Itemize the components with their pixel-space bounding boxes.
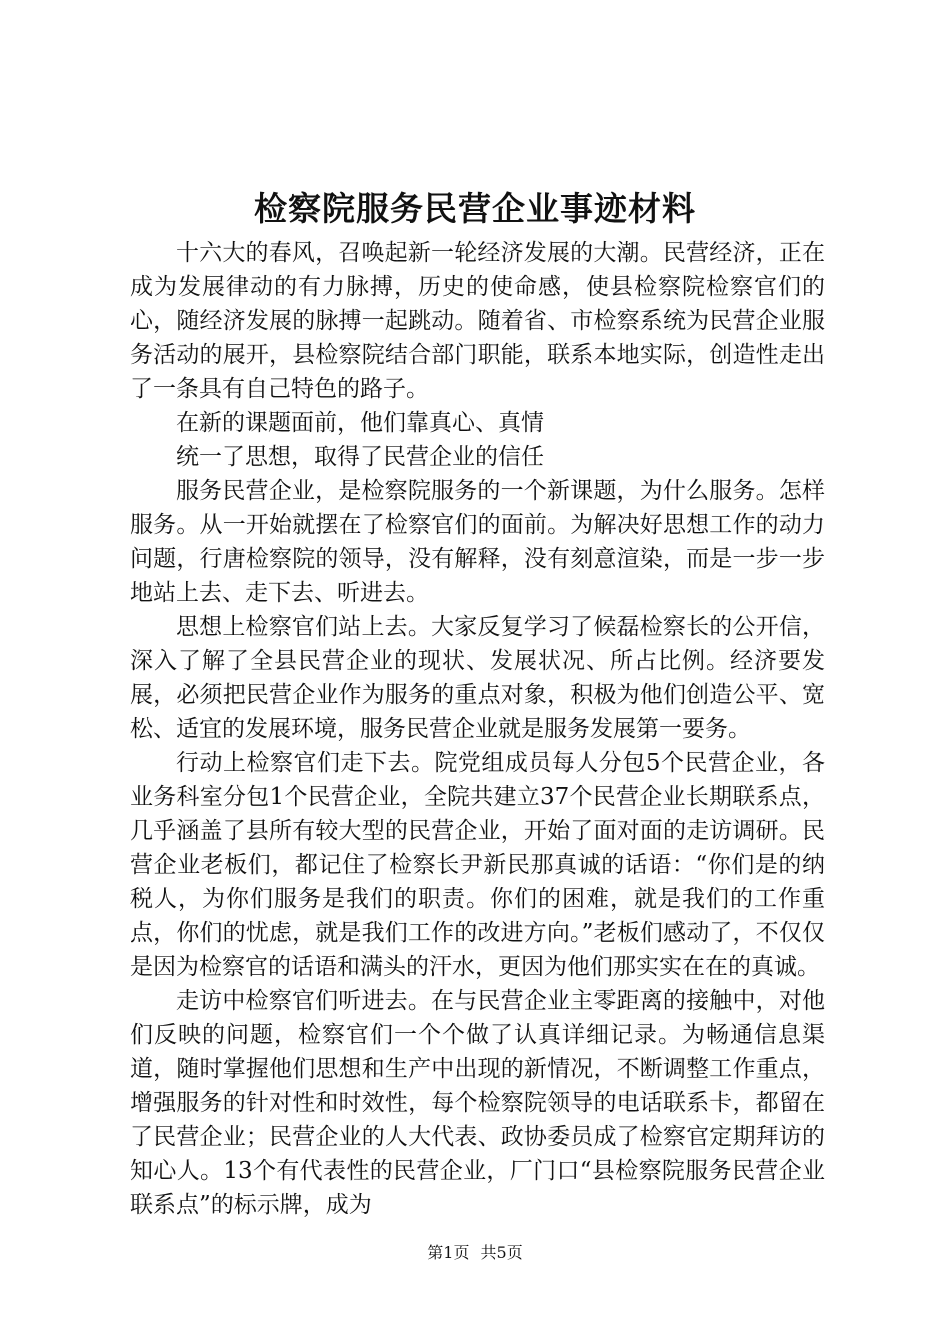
paragraph: 服务民营企业，是检察院服务的一个新课题，为什么服务。怎样服务。从一开始就摆在了检察官们的面前。为解决好思想工作的动力问题，行唐检察院的领导，没有解释，没有刻意渲染，而是一步一步地站上去、走下去、听进去。 [130,478,825,606]
page-footer [0,1242,950,1264]
page-total: 共5页 [480,1243,523,1262]
document-body [130,236,825,1222]
paragraph: 行动上检察官们走下去。院党组成员每人分包5个民营企业，各业务科室分包1个民营企业，全院共建立37个民营企业长期联系点，几乎涵盖了县所有较大型的民营企业，开始了面对面的走访调研。民营企业老板们，都记住了检察长尹新民那真诚的话语：“你们是的纳税人，为你们服务是我们的职责。你们的困难，就是我们的工作重点，你们的忧虑，就是我们工作的改进方向。”老板们感动了，不仅仅是因为检察官的话语和满头的汗水，更因为他们那实实在在的真诚。 [130,750,825,980]
paragraph: 在新的课题面前，他们靠真心、真情 [176,410,544,436]
document-title: 检察院服务民营企业事迹材料 [254,189,696,228]
paragraph: 统一了思想，取得了民营企业的信任 [176,444,544,470]
paragraph: 十六大的春风，召唤起新一轮经济发展的大潮。民营经济，正在成为发展律动的有力脉搏，历史的使命感，使县检察院检察官们的心，随经济发展的脉搏一起跳动。随着省、市检察系统为民营企业服务活动的展开，县检察院结合部门职能，联系本地实际，创造性走出了一条具有自己特色的路子。 [130,240,825,402]
paragraph: 走访中检察官们听进去。在与民营企业主零距离的接触中，对他们反映的问题，检察官们一个个做了认真详细记录。为畅通信息渠道，随时掌握他们思想和生产中出现的新情况，不断调整工作重点，增强服务的针对性和时效性，每个检察院领导的电话联系卡，都留在了民营企业；民营企业的人大代表、政协委员成了检察官定期拜访的知心人。13个有代表性的民营企业，厂门口“县检察院服务民营企业联系点”的标示牌，成为 [130,988,825,1218]
paragraph: 思想上检察官们站上去。大家反复学习了候磊检察长的公开信，深入了解了全县民营企业的现状、发展状况、所占比例。经济要发展，必须把民营企业作为服务的重点对象，积极为他们创造公平、宽松、适宜的发展环境，服务民营企业就是服务发展第一要务。 [130,614,825,742]
page-number: 第1页 [427,1243,470,1262]
